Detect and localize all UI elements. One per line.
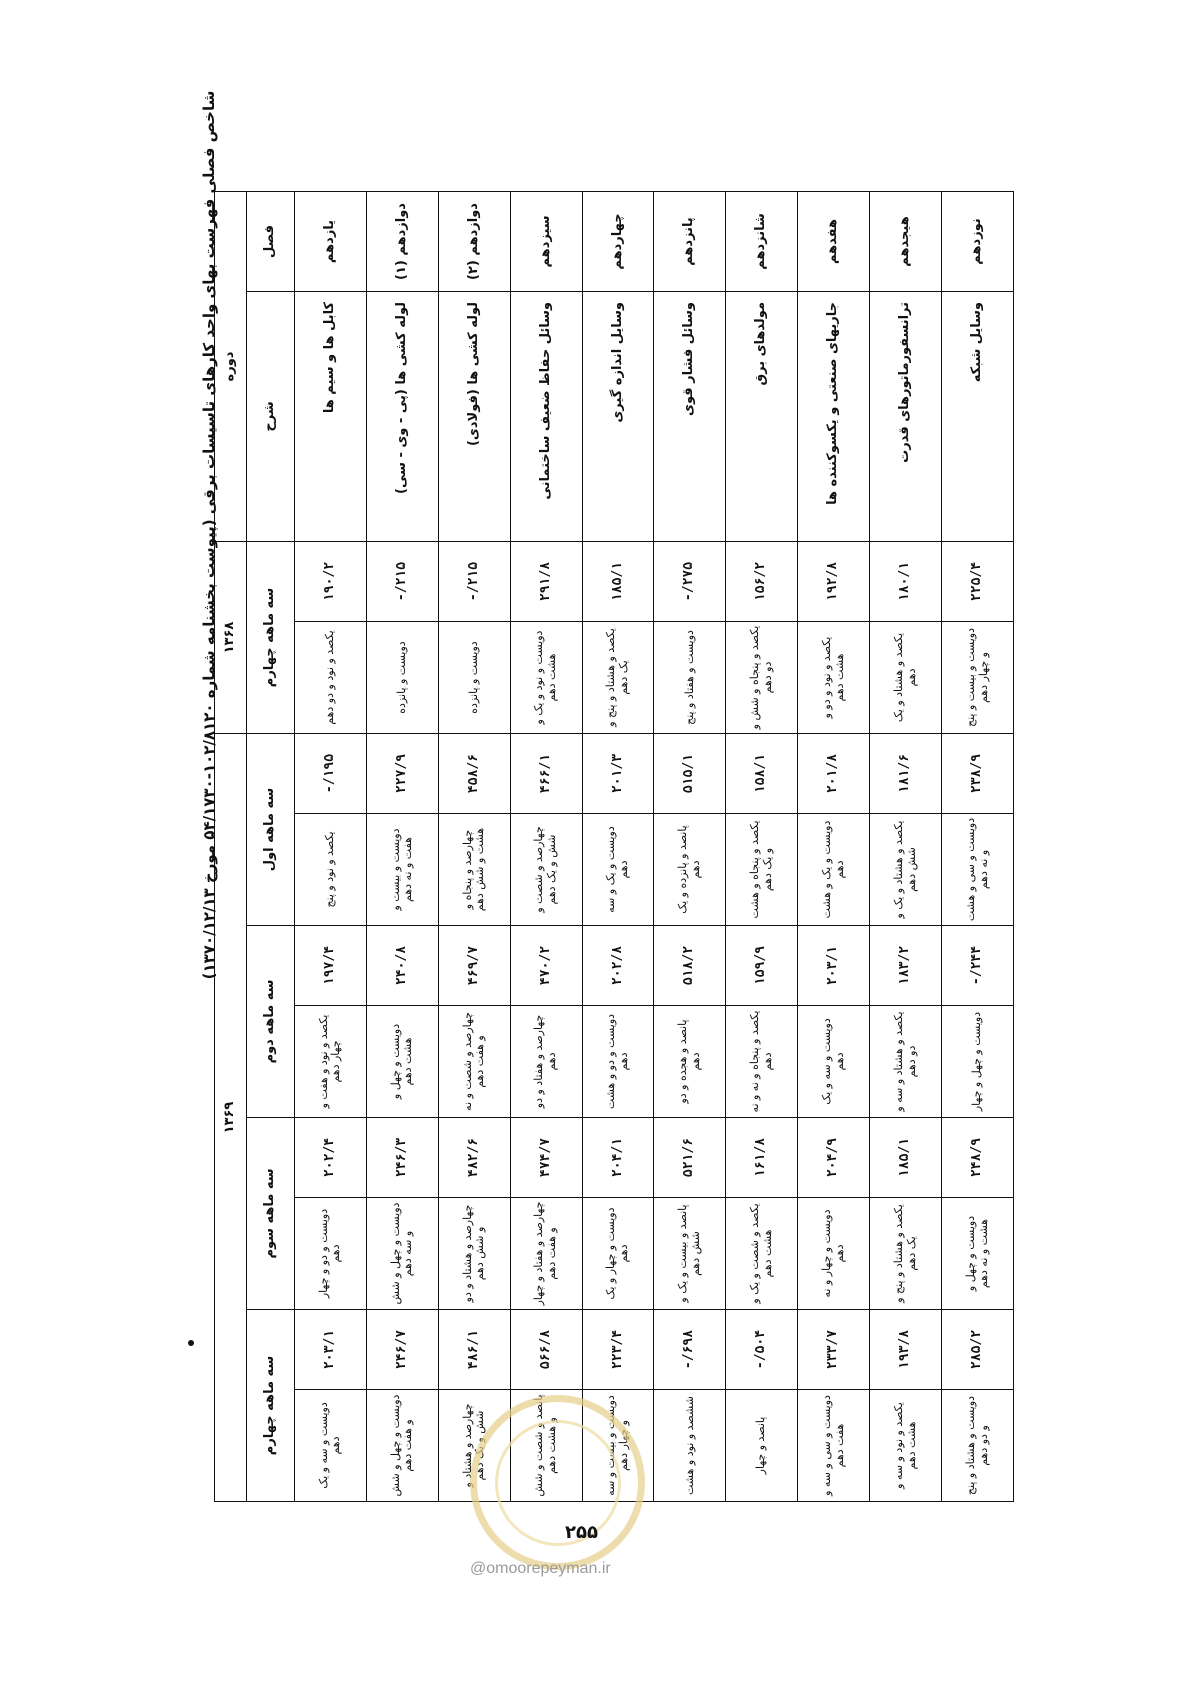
q1-1369-words-cell: چهارصد و پنجاه و هشت و شش دهم [438, 814, 510, 926]
q4-1369-number-cell: ۴۸۶/۱ [438, 1310, 510, 1390]
period-label: دوره [215, 191, 247, 541]
q4-1368-words-cell: دویست و هفتاد و پنج [654, 622, 726, 734]
q4-1368-words-cell: دویست و پانزده [366, 622, 438, 734]
q4-1369-number-cell: ۲۴۶/۷ [366, 1310, 438, 1390]
q1-1369-number-cell: ۴۶۶/۱ [510, 734, 582, 814]
q2-1369-words-cell: چهارصد و شصت و نه و هفت دهم [438, 1006, 510, 1118]
q3-1369-number-cell: ۴۸۲/۶ [438, 1118, 510, 1198]
table-row [366, 191, 438, 1501]
chapter-cell: دوازدهم (۲) [438, 191, 510, 291]
q4-1368-number-cell: ۱۵۶/۲ [726, 542, 798, 622]
chapter-cell: دوازدهم (۱) [366, 191, 438, 291]
q4-1369-number-cell: ۲۸۵/۲ [942, 1310, 1014, 1390]
table-row [942, 191, 1014, 1501]
q4-1369-words-cell: پانصد و شصت و شش و هشت دهم [510, 1390, 582, 1502]
chapter-header: فصل [247, 191, 295, 291]
q2-1369-words-cell: یکصد و پنجاه و نه و نه دهم [726, 1006, 798, 1118]
table-row [870, 191, 942, 1501]
year-1368-header: ۱۳۶۸ [215, 542, 247, 734]
q2-1369-number-cell: ۲۰۲/۸ [582, 926, 654, 1006]
q3-1369-words-cell: پانصد و بیست و یک و شش دهم [654, 1198, 726, 1310]
q3-1369-number-cell: ۱۸۵/۱ [870, 1118, 942, 1198]
q1-1369-header: سه ماهه اول [247, 734, 295, 926]
page-title: شاخص فصلی فهرست بهای واحد کارهای تاسیسات برقی (پیوست بخشنامه شماره ۱۰۲/۸۱۲۰-۵۴/۱۷۳۰ مورخ ۱۳۷۰/۱۲/۱۳) [200, 90, 218, 980]
q4-1368-words-cell: یکصد و هشتاد و پنج و یک دهم [582, 622, 654, 734]
item-cell: جاریهای صنعتی و یکسوکننده ها [798, 291, 870, 541]
q4-1368-words-cell: یکصد و نود و دو و هشت دهم [798, 622, 870, 734]
item-cell: وسایل اندازه گیری [582, 291, 654, 541]
seal-watermark [470, 1395, 645, 1570]
q3-1369-number-cell: ۲۰۴/۱ [582, 1118, 654, 1198]
q2-1369-number-cell: ۴۷۰/۲ [510, 926, 582, 1006]
q3-1369-number-cell: ۲۴۶/۳ [366, 1118, 438, 1198]
item-cell: لوله کشی ها (پی - وی - سی) [366, 291, 438, 541]
q4-1369-header: سه ماهه چهارم [247, 1310, 295, 1502]
q4-1368-number-cell: ۱۸۵/۱ [582, 542, 654, 622]
table-row [726, 191, 798, 1501]
chapter-cell: شانزدهم [726, 191, 798, 291]
item-cell: کابل ها و سیم ها [295, 291, 367, 541]
q1-1369-words-cell: دویست و یک و سه دهم [582, 814, 654, 926]
site-watermark: @omoorepeyman.ir [470, 1560, 611, 1577]
q3-1369-words-cell: دویست و چهل و شش و سه دهم [366, 1198, 438, 1310]
q4-1368-number-cell: ۱۹۲/۸ [798, 542, 870, 622]
q1-1369-number-cell: ۱۵۸/۱ [726, 734, 798, 814]
q4-1369-number-cell: ۱۹۳/۸ [870, 1310, 942, 1390]
q1-1369-words-cell: چهارصد و شصت و شش و یک دهم [510, 814, 582, 926]
q1-1369-words-cell: یکصد و پنجاه و هشت و یک دهم [726, 814, 798, 926]
q2-1369-header: سه ماهه دوم [247, 926, 295, 1118]
q1-1369-number-cell: ۱۸۱/۶ [870, 734, 942, 814]
q4-1369-words-cell: دویست و هشتاد و پنج و دو دهم [942, 1390, 1014, 1502]
table-row [510, 191, 582, 1501]
chapter-cell: هفدهم [798, 191, 870, 291]
q4-1369-words-cell: پانصد و چهار [726, 1390, 798, 1502]
q3-1369-words-cell: دویست و چهار و نه دهم [798, 1198, 870, 1310]
q4-1369-number-cell: ۲۳۳/۷ [798, 1310, 870, 1390]
q3-1369-number-cell: ۵۲۱/۶ [654, 1118, 726, 1198]
table-row [654, 191, 726, 1501]
q3-1369-number-cell: ۱۶۱/۸ [726, 1118, 798, 1198]
q3-1369-words-cell: دویست و چهار و یک دهم [582, 1198, 654, 1310]
q1-1369-words-cell: یکصد و هشتاد و یک و شش دهم [870, 814, 942, 926]
q4-1368-words-cell: دویست و نود و یک و هشت دهم [510, 622, 582, 734]
q4-1369-number-cell: ۲۲۳/۴ [582, 1310, 654, 1390]
q4-1368-words-cell: یکصد و هشتاد و یک دهم [870, 622, 942, 734]
table-row [438, 191, 510, 1501]
q4-1368-words-cell: دویست و پانزده [438, 622, 510, 734]
q3-1369-words-cell: دویست و دو و چهار دهم [295, 1198, 367, 1310]
q3-1369-number-cell: ۴۷۴/۷ [510, 1118, 582, 1198]
q2-1369-words-cell: دویست و دو و هشت دهم [582, 1006, 654, 1118]
table-row [798, 191, 870, 1501]
q3-1369-number-cell: ۲۰۴/۹ [798, 1118, 870, 1198]
q2-1369-number-cell: ۱۵۹/۹ [726, 926, 798, 1006]
q1-1369-words-cell: یکصد و نود و پنج [295, 814, 367, 926]
q3-1369-words-cell: یکصد و هشتاد و پنج و یک دهم [870, 1198, 942, 1310]
q4-1369-words-cell: دویست و سی و سه و هفت دهم [798, 1390, 870, 1502]
q2-1369-number-cell: ۱۹۷/۴ [295, 926, 367, 1006]
table-body [295, 191, 1014, 1501]
item-header: شرح [247, 291, 295, 541]
q1-1369-number-cell: ۲۰۱/۳ [582, 734, 654, 814]
q4-1369-words-cell: چهارصد و هشتاد و شش و یک دهم [438, 1390, 510, 1502]
q1-1369-words-cell: پانصد و پانزده و یک دهم [654, 814, 726, 926]
q4-1368-number-cell: ۱۹۰/۲ [295, 542, 367, 622]
chapter-cell: نوزدهم [942, 191, 1014, 291]
table-row [295, 191, 367, 1501]
item-cell: وسائل فشار قوی [654, 291, 726, 541]
q4-1368-number-cell: ۲۱۵/- [438, 542, 510, 622]
q1-1369-words-cell: دویست و بیست و هفت و نه دهم [366, 814, 438, 926]
q4-1369-number-cell: ۲۰۳/۱ [295, 1310, 367, 1390]
q1-1369-words-cell: دویست و یک و هشت دهم [798, 814, 870, 926]
q4-1369-words-cell: دویست و سه و یک دهم [295, 1390, 367, 1502]
q4-1368-number-cell: ۲۲۵/۴ [942, 542, 1014, 622]
q1-1369-number-cell: ۲۲۷/۹ [366, 734, 438, 814]
q4-1369-number-cell: ۵۰۴/- [726, 1310, 798, 1390]
q2-1369-words-cell: چهارصد و هفتاد و دو دهم [510, 1006, 582, 1118]
q4-1369-words-cell: ششصد و نود و هشت [654, 1390, 726, 1502]
q2-1369-words-cell: یکصد و هشتاد و سه و دو دهم [870, 1006, 942, 1118]
q1-1369-number-cell: ۴۵۸/۶ [438, 734, 510, 814]
q4-1368-number-cell: ۲۹۱/۸ [510, 542, 582, 622]
q2-1369-number-cell: ۵۱۸/۲ [654, 926, 726, 1006]
q2-1369-words-cell: پانصد و هجده و دو دهم [654, 1006, 726, 1118]
margin-dot [188, 1340, 194, 1346]
item-cell: لوله کشی ها (فولادی) [438, 291, 510, 541]
q1-1369-number-cell: ۲۰۱/۸ [798, 734, 870, 814]
q4-1369-number-cell: ۶۹۸/- [654, 1310, 726, 1390]
q2-1369-words-cell: دویست و چهل و چهار [942, 1006, 1014, 1118]
chapter-cell: پانزدهم [654, 191, 726, 291]
q4-1368-header: سه ماهه چهارم [247, 542, 295, 734]
q3-1369-number-cell: ۲۴۸/۹ [942, 1118, 1014, 1198]
q3-1369-words-cell: چهارصد و هشتاد و دو و شش دهم [438, 1198, 510, 1310]
q3-1369-number-cell: ۲۰۲/۴ [295, 1118, 367, 1198]
page-number: ۲۵۵ [565, 1522, 598, 1543]
q3-1369-words-cell: چهارصد و هفتاد و چهار و هفت دهم [510, 1198, 582, 1310]
q1-1369-words-cell: دویست و سی و هشت و نه دهم [942, 814, 1014, 926]
q3-1369-header: سه ماهه سوم [247, 1118, 295, 1310]
chapter-cell: هیجدهم [870, 191, 942, 291]
q1-1369-number-cell: ۱۹۵/- [295, 734, 367, 814]
q3-1369-words-cell: دویست و چهل و هشت و نه دهم [942, 1198, 1014, 1310]
q4-1369-number-cell: ۵۶۶/۸ [510, 1310, 582, 1390]
chapter-cell: چهاردهم [582, 191, 654, 291]
rotated-table-wrapper [214, 192, 1014, 1502]
q1-1369-number-cell: ۲۳۸/۹ [942, 734, 1014, 814]
q4-1368-words-cell: یکصد و نود و دو دهم [295, 622, 367, 734]
chapter-cell: یازدهم [295, 191, 367, 291]
q2-1369-number-cell: ۱۸۳/۲ [870, 926, 942, 1006]
q4-1368-words-cell: یکصد و پنجاه و شش و دو دهم [726, 622, 798, 734]
item-cell: مولدهای برق [726, 291, 798, 541]
item-cell: وسائل حفاظ ضعیف ساختمانی [510, 291, 582, 541]
q2-1369-words-cell: یکصد و نود و هفت و چهار دهم [295, 1006, 367, 1118]
q1-1369-number-cell: ۵۱۵/۱ [654, 734, 726, 814]
chapter-cell: سیزدهم [510, 191, 582, 291]
q2-1369-number-cell: ۴۶۹/۷ [438, 926, 510, 1006]
q3-1369-words-cell: یکصد و شصت و یک و هشت دهم [726, 1198, 798, 1310]
table-row [582, 191, 654, 1501]
q2-1369-number-cell: ۲۴۴/- [942, 926, 1014, 1006]
q2-1369-words-cell: دویست و چهل و هشت دهم [366, 1006, 438, 1118]
q4-1369-words-cell: دویست و بیست و سه و چهار دهم [582, 1390, 654, 1502]
q2-1369-words-cell: دویست و سه و یک دهم [798, 1006, 870, 1118]
price-index-table [214, 191, 1014, 1502]
q2-1369-number-cell: ۲۰۳/۱ [798, 926, 870, 1006]
year-1369-header: ۱۳۶۹ [215, 734, 247, 1502]
q2-1369-number-cell: ۲۴۰/۸ [366, 926, 438, 1006]
q4-1368-number-cell: ۱۸۰/۱ [870, 542, 942, 622]
q4-1368-number-cell: ۲۷۵/- [654, 542, 726, 622]
item-cell: وسایل شبکه [942, 291, 1014, 541]
q4-1369-words-cell: دویست و چهل و شش و هفت دهم [366, 1390, 438, 1502]
item-cell: ترانسفورماتورهای قدرت [870, 291, 942, 541]
q4-1368-number-cell: ۲۱۵/- [366, 542, 438, 622]
q4-1369-words-cell: یکصد و نود و سه و هشت دهم [870, 1390, 942, 1502]
q4-1368-words-cell: دویست و بیست و پنج و چهار دهم [942, 622, 1014, 734]
